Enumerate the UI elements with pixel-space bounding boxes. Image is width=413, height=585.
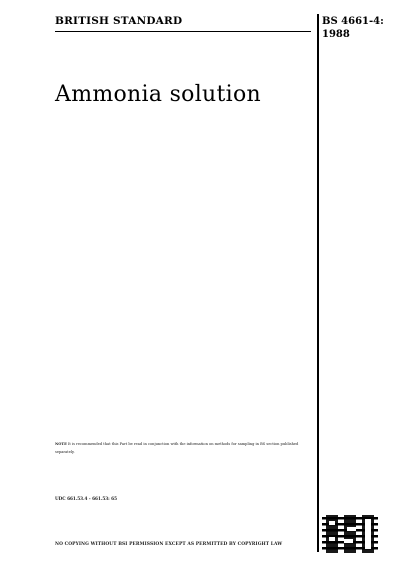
standard-number-line1: BS 4661-4: <box>322 16 384 27</box>
publisher-label: BRITISH STANDARD <box>55 15 183 27</box>
standard-number <box>322 15 384 41</box>
note-paragraph <box>55 440 315 456</box>
document-title: Ammonia solution <box>55 82 262 107</box>
standard-number-line2: 1988 <box>322 29 350 40</box>
copyright-footer: NO COPYING WITHOUT BSI PERMISSION EXCEPT AS PERMITTED BY COPYRIGHT LAW <box>55 542 283 547</box>
udc-code: UDC 661.53.4 - 661.53: 65 <box>55 496 117 501</box>
note-label: NOTE <box>55 442 67 446</box>
header-rule <box>55 31 311 32</box>
vertical-divider <box>317 14 319 552</box>
bsi-logo <box>320 515 380 555</box>
note-text: It is recommended that this Part be read in conjunction with the information on methods for sampling in BS section published separately. <box>55 442 299 454</box>
